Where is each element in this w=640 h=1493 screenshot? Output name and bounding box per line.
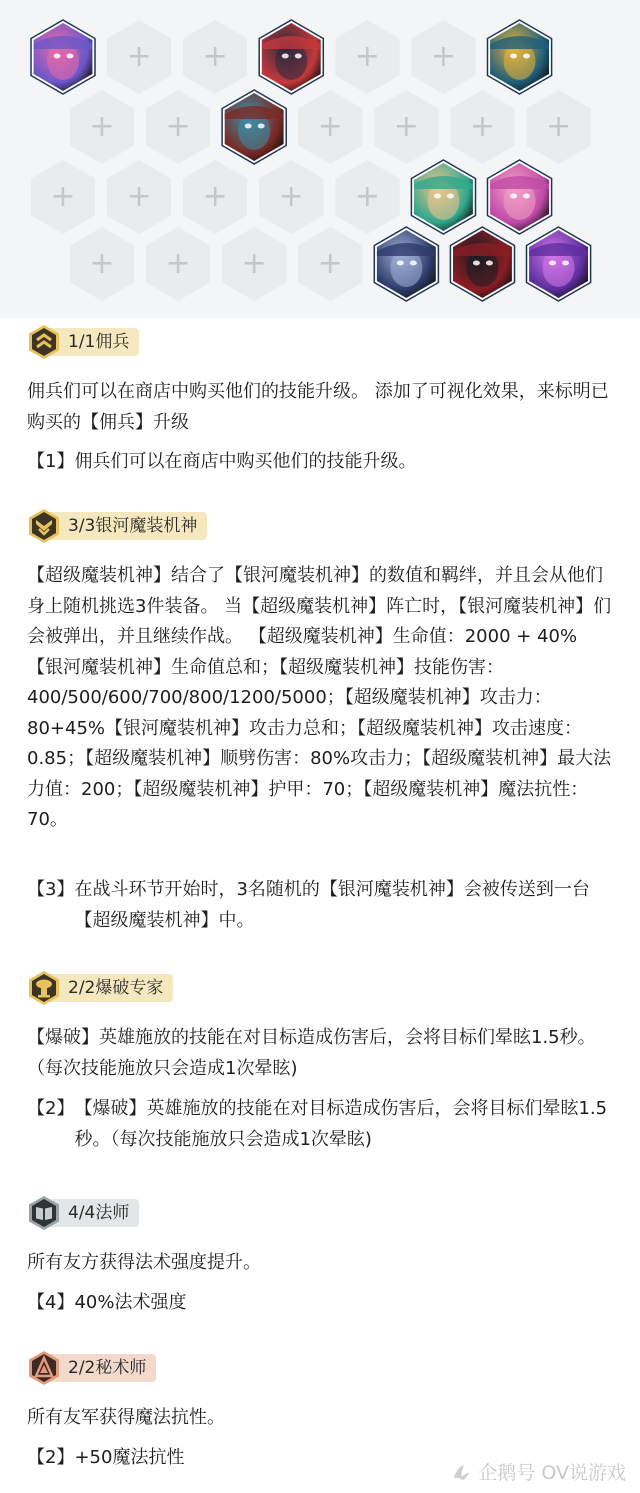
trait-level-text: 40%法术强度: [74, 1292, 187, 1313]
trait-level-text: 在战斗环节开始时，3名随机的【银河魔装机神】会被传送到一台【超级魔装机神】中。: [74, 879, 590, 931]
empty-hex-slot[interactable]: [70, 90, 134, 164]
trait-level-list: [27, 1094, 613, 1155]
trait-label: 4/4法师: [50, 1199, 139, 1227]
watermark-text: 企鹅号 OV说游戏: [478, 1462, 626, 1484]
trait-level-list: [27, 875, 613, 936]
empty-slot-plus-icon: +: [241, 246, 267, 281]
empty-slot-plus-icon: +: [278, 179, 304, 214]
empty-slot-plus-icon: +: [545, 109, 572, 144]
empty-slot-plus-icon: +: [202, 179, 228, 214]
trait-demolitionist: [0, 970, 640, 1006]
empty-hex-slot[interactable]: [335, 160, 399, 234]
empty-hex-slot[interactable]: [107, 160, 171, 234]
empty-slot-plus-icon: +: [354, 39, 380, 74]
empty-hex-slot[interactable]: [146, 227, 210, 301]
empty-hex-slot[interactable]: [146, 90, 210, 164]
trait-description: 【爆破】英雄施放的技能在对目标造成伤害后，会将目标们晕眩1.5秒。（每次技能施放只会造成1次晕眩): [27, 1027, 596, 1079]
empty-slot-plus-icon: +: [430, 39, 456, 74]
empty-hex-slot[interactable]: [335, 20, 399, 94]
empty-slot-plus-icon: +: [469, 109, 495, 144]
trait-description: 所有友方获得法术强度提升。: [27, 1252, 261, 1273]
trait-mech-pilot: [0, 508, 640, 544]
trait-label: 2/2秘术师: [50, 1354, 156, 1382]
trait-description: 【超级魔装机神】结合了【银河魔装机神】的数值和羁绊，并且会从他们身上随机挑选3件装备。 当【超级魔装机神】阵亡时，【银河魔装机神】们会被弹出，并且继续作战。 【超级魔装机神】生命值：2000 + 40%【银河魔装机神】生命值总和；【超级魔装机神】技能伤害：400/500/600/700/800/1200/5000；【超级魔装机神】攻击力：80+45%【银河魔装机神】攻击力总和；【超级魔装机神】攻击速度：0.85；【超级魔装机神】顺劈伤害：80%攻击力；【超级魔装机神】最大法力值：200；【超级魔装机神】护甲：70；【超级魔装机神】魔法抗性：70。: [27, 565, 612, 830]
empty-slot-plus-icon: +: [165, 246, 191, 281]
trait-level-key: 【4】: [27, 1292, 75, 1313]
empty-hex-slot[interactable]: [107, 20, 171, 94]
trait-header: [0, 1350, 640, 1386]
champion-portrait-8[interactable]: [445, 227, 519, 301]
empty-hex-slot[interactable]: [31, 160, 95, 234]
mech-pilot-icon: [28, 508, 60, 544]
champion-portrait-2[interactable]: [254, 20, 328, 94]
empty-slot-plus-icon: +: [50, 179, 76, 214]
trait-header: [0, 970, 640, 1006]
mercenary-icon: [28, 324, 60, 360]
empty-hex-slot[interactable]: [374, 90, 438, 164]
trait-header: [0, 1195, 640, 1231]
trait-level-key: 【2】: [27, 1447, 75, 1468]
trait-level-key: 【1】: [27, 451, 75, 472]
trait-level-row: [27, 1288, 613, 1319]
empty-hex-slot[interactable]: [183, 160, 247, 234]
penguin-logo-icon: [450, 1461, 472, 1483]
trait-description: 所有友军获得魔法抗性。: [27, 1407, 225, 1428]
trait-level-key: 【3】: [27, 879, 75, 900]
trait-level-list: [27, 1288, 613, 1319]
trait-header: [0, 508, 640, 544]
trait-level-list: [27, 447, 613, 478]
watermark: [450, 1458, 626, 1485]
empty-slot-plus-icon: +: [202, 39, 228, 74]
empty-slot-plus-icon: +: [165, 109, 191, 144]
empty-hex-slot[interactable]: [259, 160, 323, 234]
empty-hex-slot[interactable]: [222, 227, 286, 301]
trait-level-row: [27, 875, 613, 936]
champion-portrait-5[interactable]: [406, 160, 480, 234]
empty-slot-plus-icon: +: [126, 179, 152, 214]
trait-level-text: +50魔法抗性: [74, 1447, 185, 1468]
trait-description: 佣兵们可以在商店中购买他们的技能升级。 添加了可视化效果，来标明已购买的【佣兵】升级: [27, 381, 609, 433]
board-grid: [0, 0, 640, 318]
trait-label: 3/3银河魔装机神: [50, 512, 207, 540]
mystic-icon: [28, 1350, 60, 1386]
trait-header: [0, 324, 640, 360]
demolitionist-icon: [28, 970, 60, 1006]
champion-portrait-3[interactable]: [483, 20, 557, 94]
trait-level-text: 佣兵们可以在商店中购买他们的技能升级。: [74, 451, 417, 472]
hex-board: [0, 0, 640, 318]
trait-level-text: 【爆破】英雄施放的技能在对目标造成伤害后，会将目标们晕眩1.5秒。（每次技能施放只会造成1次晕眩): [74, 1098, 608, 1150]
empty-hex-slot[interactable]: [411, 20, 475, 94]
empty-hex-slot[interactable]: [527, 90, 591, 164]
champion-portrait-7[interactable]: [369, 227, 443, 301]
trait-level-key: 【2】: [27, 1098, 75, 1119]
champion-portrait-1[interactable]: [26, 20, 100, 94]
empty-slot-plus-icon: +: [317, 246, 343, 281]
empty-slot-plus-icon: +: [393, 109, 419, 144]
empty-slot-plus-icon: +: [126, 39, 152, 74]
sorcerer-book-icon: [28, 1195, 60, 1231]
empty-slot-plus-icon: +: [354, 179, 380, 214]
trait-sorcerer: [0, 1195, 640, 1231]
champion-portrait-9[interactable]: [522, 227, 596, 301]
empty-slot-plus-icon: +: [89, 109, 115, 144]
trait-level-row: [27, 1094, 613, 1155]
trait-level-row: [27, 447, 613, 478]
empty-hex-slot[interactable]: [70, 227, 134, 301]
trait-mystic: [0, 1350, 640, 1386]
champion-portrait-6[interactable]: [483, 160, 557, 234]
empty-hex-slot[interactable]: [298, 90, 362, 164]
empty-hex-slot[interactable]: [450, 90, 514, 164]
trait-label: 2/2爆破专家: [50, 974, 173, 1002]
champion-portrait-4[interactable]: [217, 90, 291, 164]
empty-hex-slot[interactable]: [298, 227, 362, 301]
empty-hex-slot[interactable]: [183, 20, 247, 94]
empty-slot-plus-icon: +: [317, 109, 343, 144]
trait-mercenary: [0, 324, 640, 360]
empty-slot-plus-icon: +: [89, 246, 115, 281]
trait-label: 1/1佣兵: [50, 328, 139, 356]
